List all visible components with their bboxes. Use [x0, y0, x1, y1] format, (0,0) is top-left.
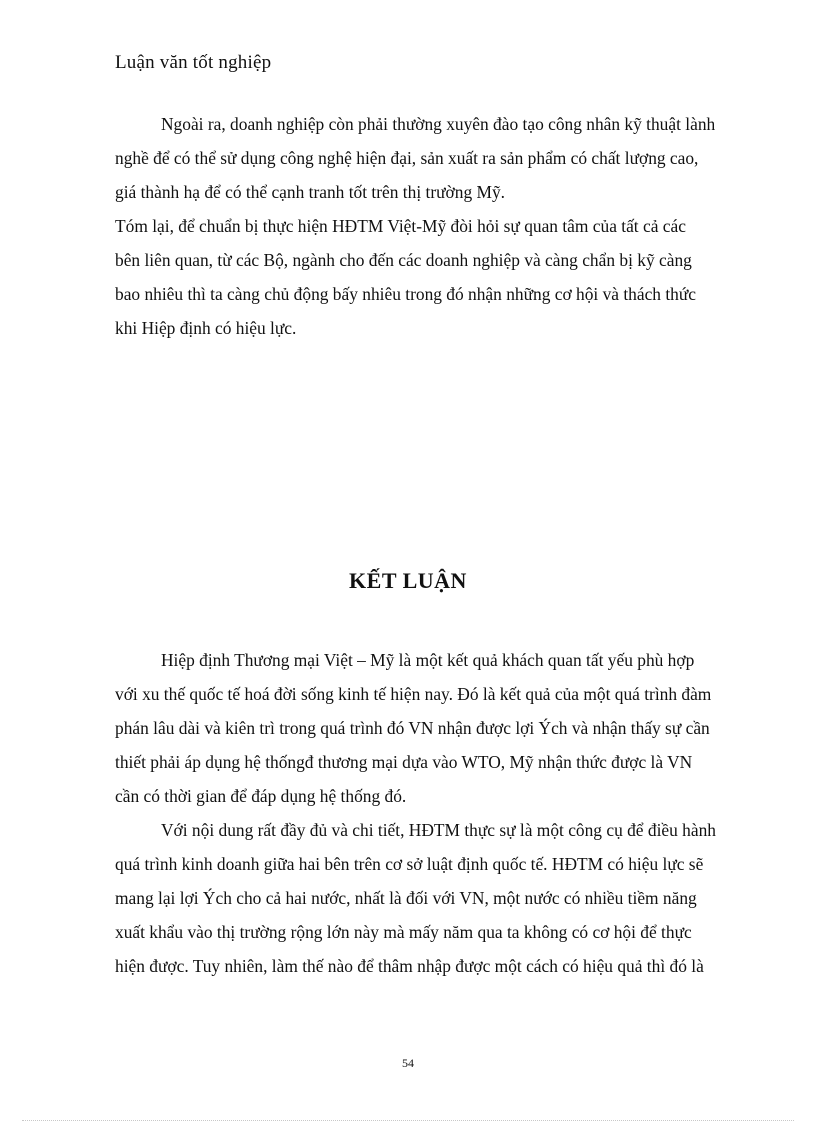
conclusion-title: KẾT LUẬN — [349, 568, 467, 593]
paragraph-line: Tóm lại, để chuẩn bị thực hiện HĐTM Việt-Mỹ đòi hỏi sự quan tâm của tất cả các — [115, 216, 686, 236]
paragraph-line: phán lâu dài và kiên trì trong quá trình đó VN nhận được lợi Ých và nhận thấy sự cần — [115, 718, 710, 738]
paragraph-line: giá thành hạ để có thể cạnh tranh tốt trên thị trường Mỹ. — [115, 182, 505, 202]
conclusion-text-block — [115, 643, 758, 983]
paragraph-line: thiết phải áp dụng hệ thốngđ thương mại dựa vào WTO, Mỹ nhận thức được là VN — [115, 752, 693, 772]
paragraph-line: bên liên quan, từ các Bộ, ngành cho đến các doanh nghiệp và càng chẩn bị kỹ càng — [115, 250, 692, 270]
document-header: Luận văn tốt nghiệp — [115, 52, 272, 73]
paragraph-line: Ngoài ra, doanh nghiệp còn phải thường xuyên đào tạo công nhân kỹ thuật lành — [161, 114, 716, 134]
page-bottom-divider — [22, 1120, 794, 1121]
paragraph-line: cần có thời gian để đáp dụng hệ thống đó. — [115, 786, 407, 806]
paragraph-line: Hiệp định Thương mại Việt – Mỹ là một kết quả khách quan tất yếu phù hợp — [161, 650, 695, 670]
paragraph-line: hiện được. Tuy nhiên, làm thế nào để thâm nhập được một cách có hiệu quả thì đó là — [115, 956, 704, 976]
paragraph-line: quá trình kinh doanh giữa hai bên trên cơ sở luật định quốc tế. HĐTM có hiệu lực sẽ — [115, 854, 704, 874]
paragraph-line: với xu thế quốc tế hoá đời sống kinh tế hiện nay. Đó là kết quả của một quá trình đàm — [115, 684, 712, 704]
paragraph-line: nghề để có thể sử dụng công nghệ hiện đại, sản xuất ra sản phẩm có chất lượng cao, — [115, 148, 699, 168]
paragraph-line: Với nội dung rất đầy đủ và chi tiết, HĐTM thực sự là một công cụ để điều hành — [161, 820, 716, 840]
page-number: 54 — [402, 1056, 414, 1070]
section-text-block — [115, 107, 758, 345]
paragraph-line: mang lại lợi Ých cho cả hai nước, nhất là đối với VN, một nước có nhiều tiềm năng — [115, 888, 697, 908]
paragraph-line: bao nhiêu thì ta càng chủ động bấy nhiêu trong đó nhận những cơ hội và thách thức — [115, 284, 697, 304]
paragraph-line: xuất khẩu vào thị trường rộng lớn này mà mấy năm qua ta không có cơ hội để thực — [115, 922, 692, 942]
paragraph-line: khi Hiệp định có hiệu lực. — [115, 318, 297, 338]
